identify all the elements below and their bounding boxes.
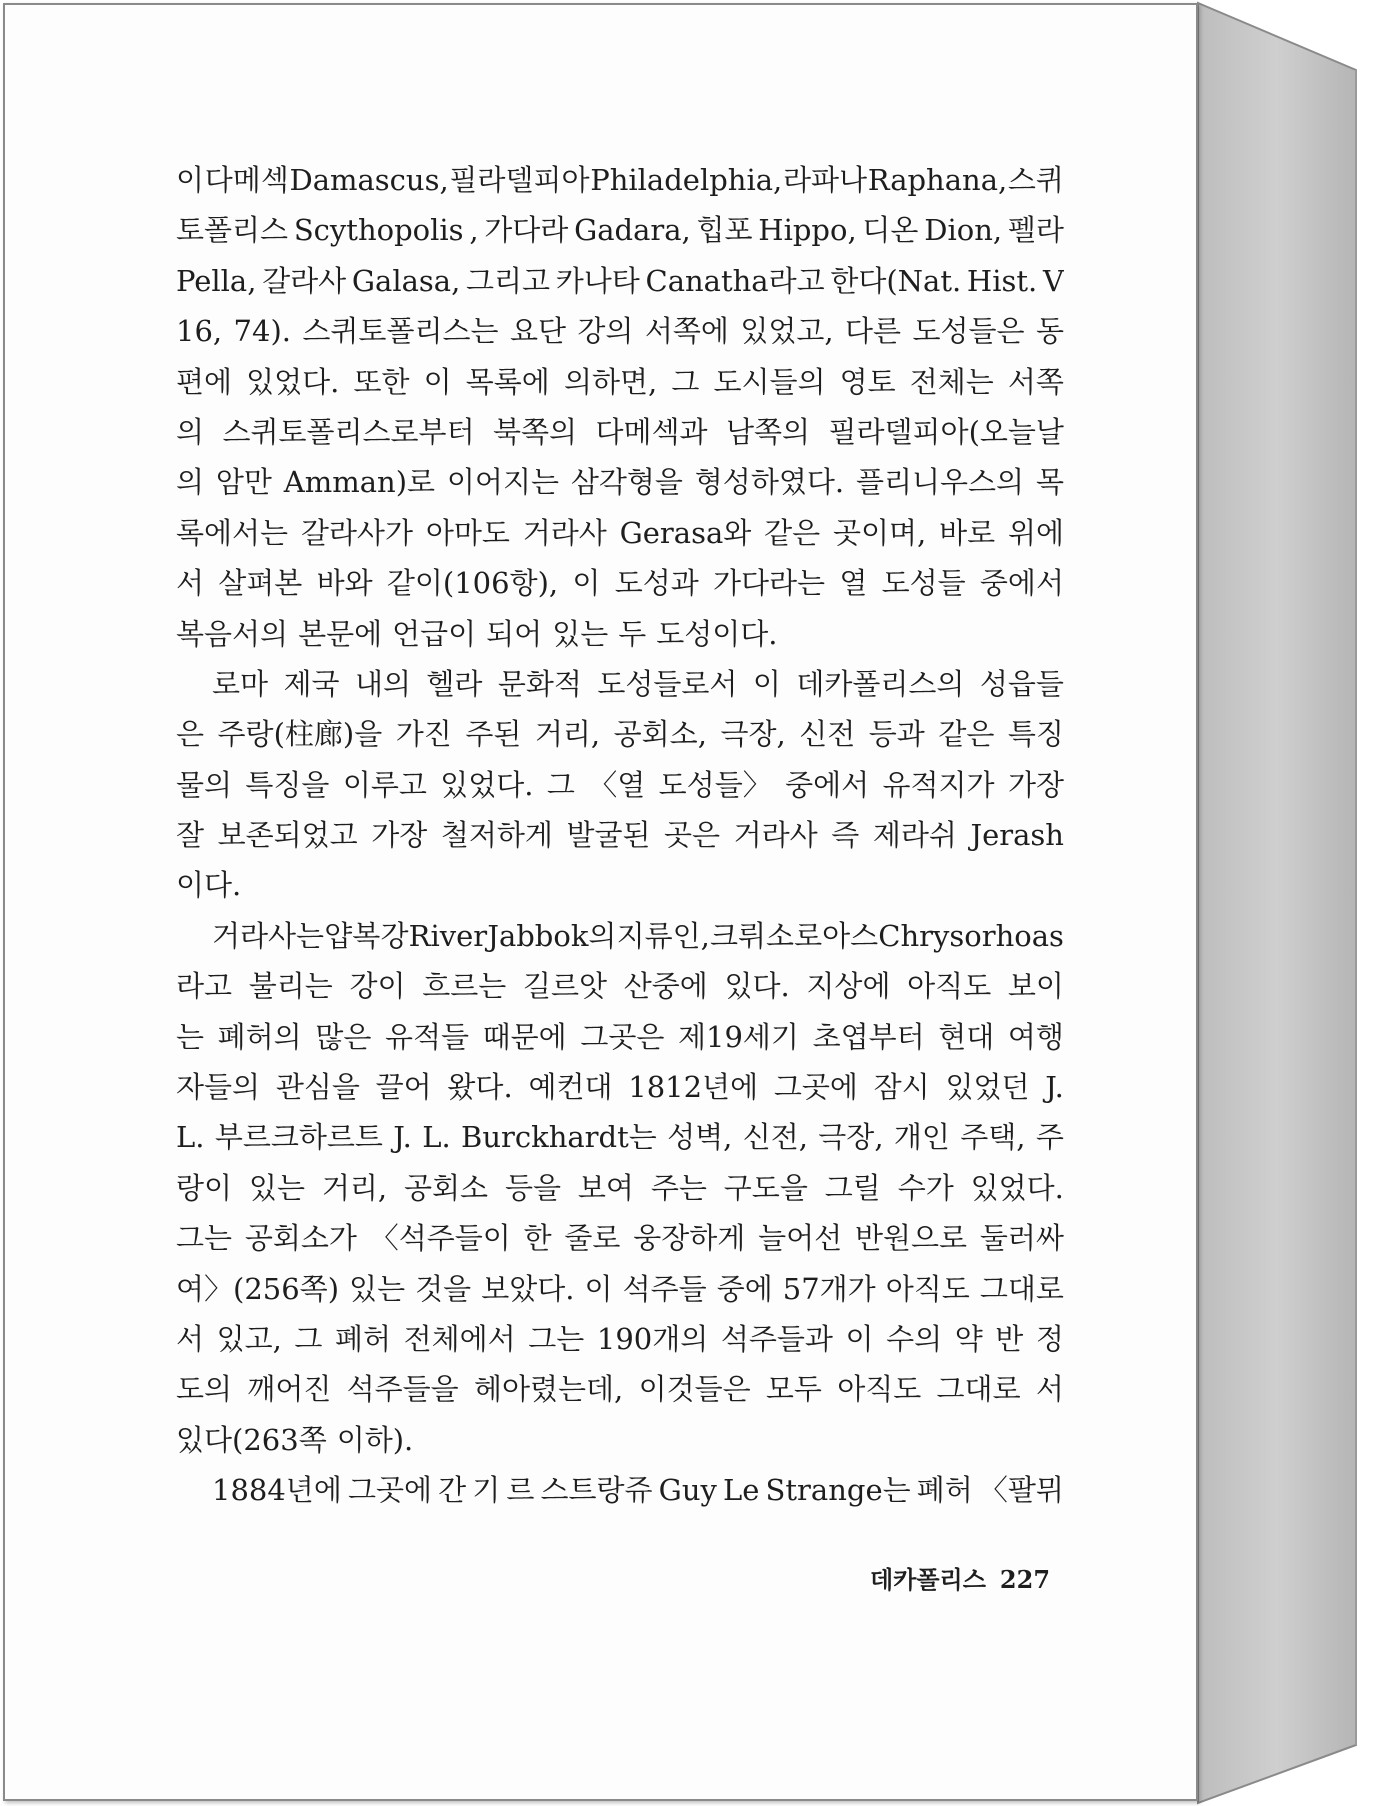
running-footer bbox=[870, 1560, 1051, 1595]
page-body-text bbox=[176, 158, 1064, 1519]
text-line: 편에 있었다. 또한 이 목록에 의하면, 그 도시들의 영토 전체는 서쪽 bbox=[176, 364, 1064, 399]
text-line: Pella, 갈라사 Galasa, 그리고 카나타 Canatha라고 한다(Nat. Hist. V bbox=[176, 263, 1064, 298]
text-line: 거라사는 얍복 강 River Jabbok의 지류인, 크뤼소로아스 Chrysorhoas bbox=[212, 918, 1064, 953]
text-line: 의 암만 Amman)로 이어지는 삼각형을 형성하였다. 플리니우스의 목 bbox=[176, 465, 1064, 500]
text-line: 록에서는 갈라사가 아마도 거라사 Gerasa와 같은 곳이며, 바로 위에 bbox=[176, 515, 1064, 550]
text-line: L. 부르크하르트 J. L. Burckhardt는 성벽, 신전, 극장, 개인 주택, 주 bbox=[176, 1120, 1064, 1155]
page-number: 227 bbox=[999, 1565, 1051, 1594]
text-line: 복음서의 본문에 언급이 되어 있는 두 도성이다. bbox=[176, 616, 778, 651]
text-line: 도의 깨어진 석주들을 헤아렸는데, 이것들은 모두 아직도 그대로 서 bbox=[176, 1372, 1064, 1407]
text-line: 그는 공회소가 〈석주들이 한 줄로 웅장하게 늘어선 반원으로 둘러싸 bbox=[176, 1221, 1064, 1256]
text-line: 랑이 있는 거리, 공회소 등을 보여 주는 구도을 그릴 수가 있었다. bbox=[176, 1170, 1064, 1205]
text-line: 잘 보존되었고 가장 철저하게 발굴된 곳은 거라사 즉 제라쉬 Jerash bbox=[176, 818, 1064, 853]
running-title: 데카폴리스 bbox=[870, 1566, 986, 1594]
text-line: 라고 불리는 강이 흐르는 길르앗 산중에 있다. 지상에 아직도 보이 bbox=[176, 969, 1064, 1004]
book-page-edges bbox=[1196, 0, 1390, 1806]
text-line: 이 다메섹 Damascus, 필라델피아 Philadelphia, 라파나 Raphana, 스퀴 bbox=[176, 163, 1064, 197]
text-line: 는 폐허의 많은 유적들 때문에 그곳은 제19세기 초엽부터 현대 여행 bbox=[176, 1019, 1064, 1054]
text-line: 이다. bbox=[176, 868, 242, 903]
text-line: 의 스퀴토폴리스로부터 북쪽의 다메섹과 남쪽의 필라델피아(오늘날 bbox=[176, 414, 1064, 449]
text-line: 토폴리스 Scythopolis , 가다라 Gadara, 힙포 Hippo, 디온 Dion, 펠라 bbox=[176, 213, 1064, 248]
text-line: 서 있고, 그 폐허 전체에서 그는 190개의 석주들과 이 수의 약 반 정 bbox=[176, 1321, 1064, 1356]
text-line: 1884년에 그곳에 간 기 르 스트랑쥬 Guy Le Strange는 폐허 〈팔뮈 bbox=[212, 1473, 1064, 1508]
text-line: 여〉(256쪽) 있는 것을 보았다. 이 석주들 중에 57개가 아직도 그대로 bbox=[176, 1271, 1064, 1306]
text-line: 자들의 관심을 끌어 왔다. 예컨대 1812년에 그곳에 잠시 있었던 J. bbox=[176, 1070, 1064, 1105]
text-line: 16, 74). 스퀴토폴리스는 요단 강의 서쪽에 있었고, 다른 도성들은 동 bbox=[176, 314, 1064, 349]
book-thickness-graphic bbox=[1196, 0, 1390, 1806]
text-line: 있다(263쪽 이하). bbox=[176, 1422, 414, 1457]
text-line: 물의 특징을 이루고 있었다. 그 〈열 도성들〉 중에서 유적지가 가장 bbox=[176, 767, 1064, 802]
text-line: 서 살펴본 바와 같이(106항), 이 도성과 가다라는 열 도성들 중에서 bbox=[176, 566, 1064, 601]
text-line: 로마 제국 내의 헬라 문화적 도성들로서 이 데카폴리스의 성읍들 bbox=[212, 666, 1064, 701]
text-line: 은 주랑(柱廊)을 가진 주된 거리, 공회소, 극장, 신전 등과 같은 특징 bbox=[176, 717, 1064, 752]
